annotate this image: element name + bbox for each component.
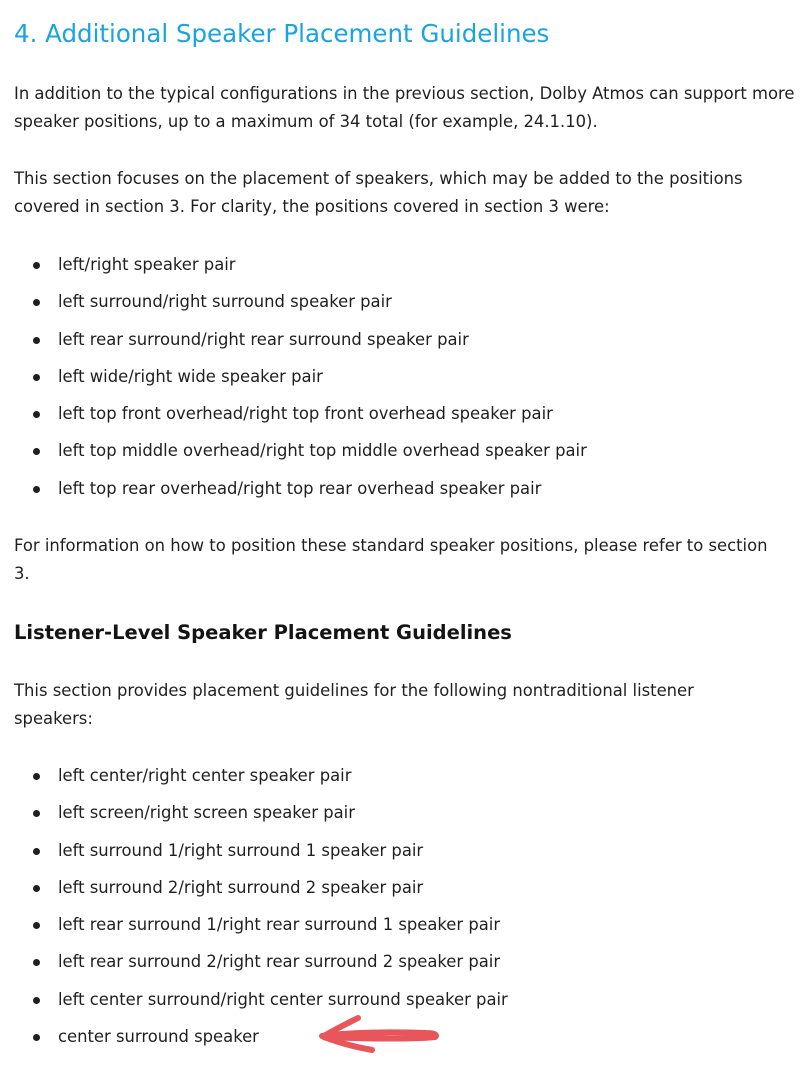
list-item: [14, 949, 508, 986]
list-item: [14, 401, 587, 438]
list-item-label: left center surround/right center surround speaker pair: [58, 989, 508, 1009]
bullet-icon: [33, 959, 40, 966]
list-item-label: left rear surround 1/right rear surround 1 speaker pair: [58, 915, 501, 935]
section3-positions-list: [14, 252, 587, 513]
list-item: [14, 838, 508, 875]
list-item-label: left surround 2/right surround 2 speaker pair: [58, 877, 424, 897]
list-item-label: left top front overhead/right top front overhead speaker pair: [58, 404, 553, 424]
listener-level-paragraph: This section provides placement guidelines for the following nontraditional listener speakers:: [14, 681, 694, 728]
list-item: [14, 800, 508, 837]
bullet-icon: [33, 299, 40, 306]
bullet-icon: [33, 773, 40, 780]
list-item-label: left surround/right surround speaker pair: [58, 292, 392, 312]
list-item-label: left screen/right screen speaker pair: [58, 803, 355, 823]
list-item: [14, 912, 508, 949]
list-item-label: left wide/right wide speaker pair: [58, 366, 323, 386]
bullet-icon: [33, 1034, 40, 1041]
list-item-label: center surround speaker: [58, 1027, 259, 1047]
list-item-label: left surround 1/right surround 1 speaker pair: [58, 840, 424, 860]
list-item-label: left rear surround/right rear surround speaker pair: [58, 329, 469, 349]
list-item: [14, 252, 587, 289]
list-item-label: left/right speaker pair: [58, 255, 236, 274]
bullet-icon: [33, 448, 40, 455]
listener-level-heading: Listener-Level Speaker Placement Guidelines: [14, 621, 512, 644]
bullet-icon: [33, 997, 40, 1004]
bullet-icon: [33, 486, 40, 493]
list-item: [14, 327, 587, 364]
bullet-icon: [33, 922, 40, 929]
list-item: [14, 763, 508, 800]
section-title: 4. Additional Speaker Placement Guidelines: [14, 19, 550, 48]
list-item: [14, 289, 587, 326]
list-item-label: left center/right center speaker pair: [58, 766, 352, 785]
list-item: [14, 476, 587, 513]
list-item: [14, 875, 508, 912]
list-item-label: left top rear overhead/right top rear overhead speaker pair: [58, 478, 542, 498]
intro-paragraph: In addition to the typical configurations in the previous section, Dolby Atmos can support more speaker positions, up to a maximum of 34 total (for example, 24.1.10).: [14, 84, 795, 131]
bullet-icon: [33, 885, 40, 892]
list-item-label: left rear surround 2/right rear surround 2 speaker pair: [58, 952, 501, 972]
list-item: [14, 364, 587, 401]
bullet-icon: [33, 848, 40, 855]
focus-paragraph: This section focuses on the placement of speakers, which may be added to the positions covered in section 3. For clarity, the positions covered in section 3 were:: [14, 169, 743, 216]
list-item: [14, 438, 587, 475]
hand-drawn-arrow-left-icon: [314, 1012, 444, 1060]
list-item-label: left top middle overhead/right top middle overhead speaker pair: [58, 441, 587, 461]
reference-paragraph: For information on how to position these standard speaker positions, please refer to section 3.: [14, 536, 768, 583]
bullet-icon: [33, 262, 40, 269]
bullet-icon: [33, 411, 40, 418]
bullet-icon: [33, 374, 40, 381]
arrow-shaft: [322, 1032, 436, 1038]
bullet-icon: [33, 337, 40, 344]
bullet-icon: [33, 810, 40, 817]
